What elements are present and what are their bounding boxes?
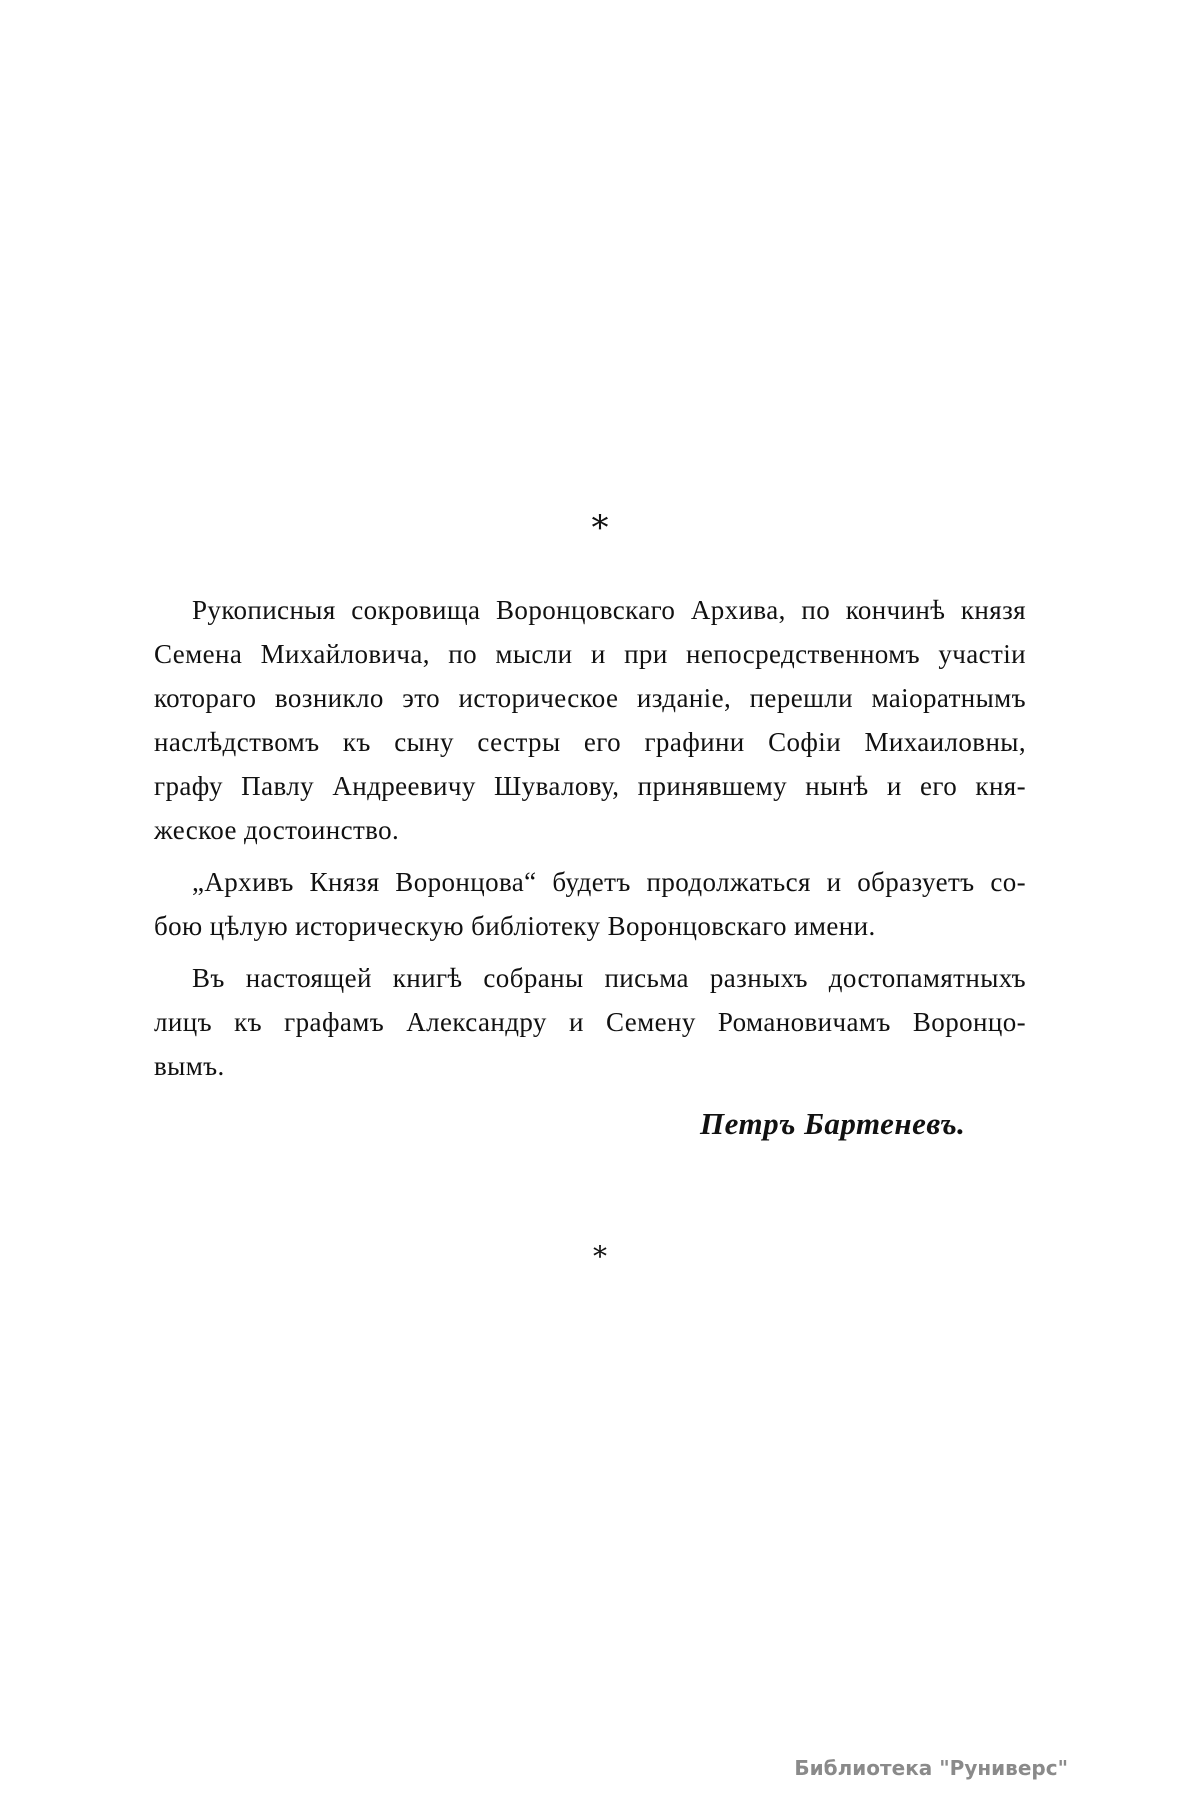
bottom-asterisk-ornament: * [593, 1240, 607, 1273]
paragraph-3-line-1: Въ настоящей книгѣ собраны письма разныхъ достопамятныхъ [192, 963, 1026, 993]
paragraph-3-line-2: лицъ къ графамъ Александру и Семену Романовичамъ Воронцо- [154, 1007, 1026, 1037]
paragraph-2-line-2: бою цѣлую историческую библіотеку Воронцовскаго имени. [154, 911, 876, 941]
paragraph-1-line-6: жеское достоинство. [154, 815, 400, 845]
top-asterisk-ornament: * [591, 508, 609, 548]
paragraph-1-line-1: Рукописныя сокровища Воронцовскаго Архива, по кончинѣ князя [192, 595, 1026, 625]
paragraph-1 [154, 588, 1026, 852]
preface-text [154, 588, 1026, 1096]
paragraph-1-line-3: котораго возникло это историческое изданіе, перешли маіоратнымъ [154, 683, 1026, 713]
paragraph-1-line-2: Семена Михайловича, по мысли и при непосредственномъ участіи [154, 639, 1026, 669]
paragraph-2-line-1: „Архивъ Князя Воронцова“ будетъ продолжаться и образуетъ со- [192, 867, 1026, 897]
library-watermark: Библиотека "Руниверс" [794, 1756, 1068, 1780]
paragraph-2 [154, 860, 1026, 948]
author-signature: Петръ Бартеневъ. [700, 1106, 966, 1141]
paragraph-1-line-5: графу Павлу Андреевичу Шувалову, принявшему нынѣ и его кня- [154, 771, 1026, 801]
paragraph-1-line-4: наслѣдствомъ къ сыну сестры его графини Софіи Михаиловны, [154, 727, 1026, 757]
paragraph-3 [154, 956, 1026, 1088]
paragraph-3-line-3: вымъ. [154, 1051, 225, 1081]
